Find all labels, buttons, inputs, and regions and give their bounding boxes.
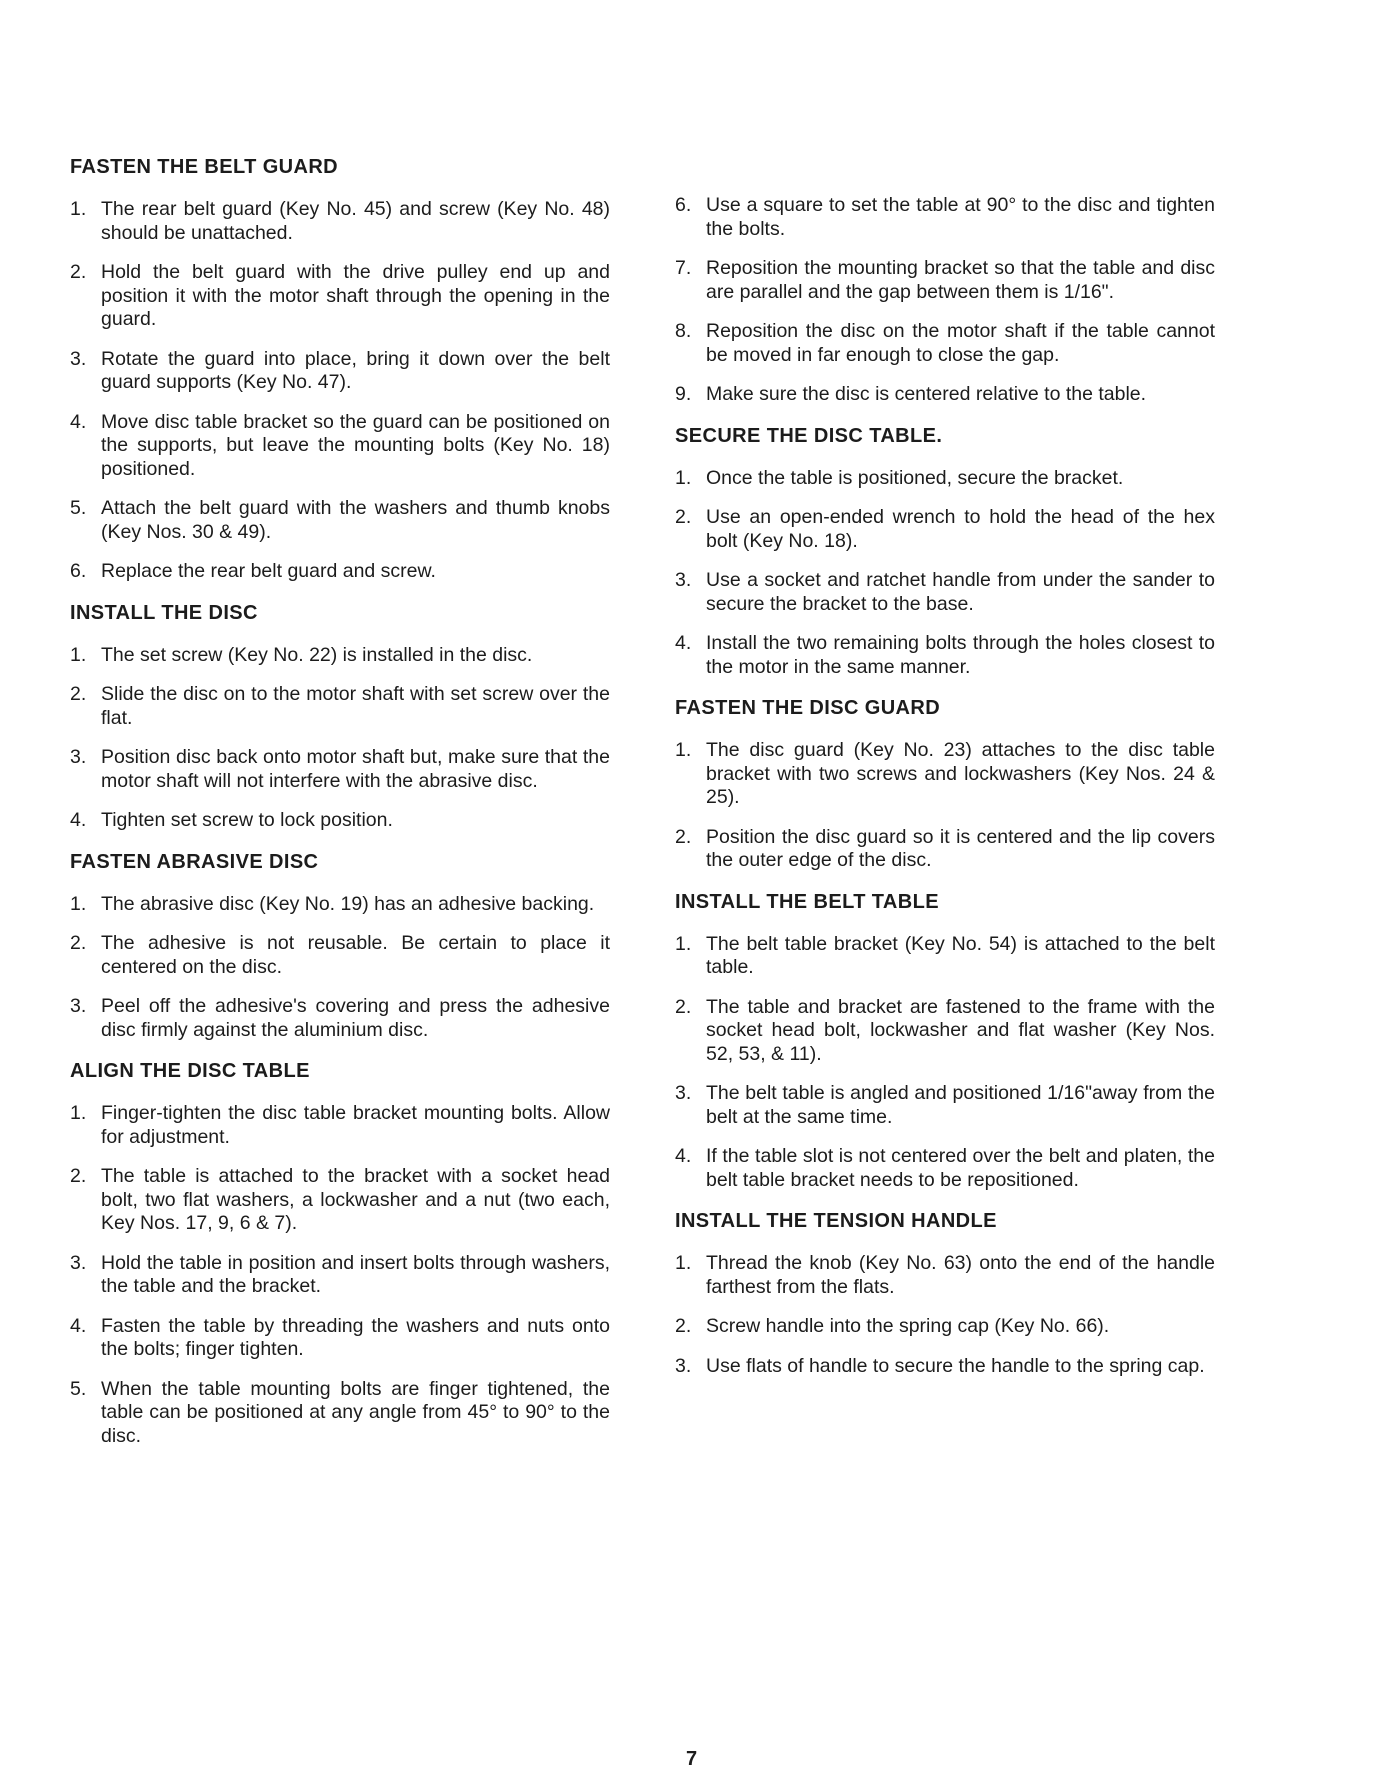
- step-item: [70, 809, 610, 833]
- step-list: [70, 198, 610, 584]
- step-number: 3.: [675, 1082, 692, 1104]
- step-item: [675, 569, 1215, 616]
- step-item: [675, 194, 1215, 241]
- step-number: 3.: [675, 569, 692, 591]
- step-item: [675, 467, 1215, 491]
- section-fasten-abrasive-disc: [70, 849, 610, 1043]
- step-text: Thread the knob (Key No. 63) onto the end of the handle farthest from the flats.: [706, 1252, 1215, 1298]
- step-text: Finger-tighten the disc table bracket mounting bolts. Allow for adjustment.: [101, 1102, 610, 1148]
- step-number: 3.: [70, 1251, 87, 1274]
- section-heading: FASTEN ABRASIVE DISC: [70, 850, 319, 873]
- step-number: 1.: [675, 739, 692, 761]
- step-text: Use a socket and ratchet handle from under the sander to secure the bracket to the base.: [706, 569, 1215, 615]
- step-item: [70, 497, 610, 544]
- step-text: Once the table is positioned, secure the bracket.: [706, 466, 1124, 489]
- step-number: 1.: [675, 466, 692, 489]
- step-text: Use a square to set the table at 90° to the disc and tighten the bolts.: [706, 194, 1215, 240]
- step-item: [70, 995, 610, 1042]
- step-number: 1.: [70, 198, 87, 220]
- step-item: [70, 1315, 610, 1362]
- section-heading: FASTEN THE BELT GUARD: [70, 156, 339, 178]
- step-text: The disc guard (Key No. 23) attaches to the disc table bracket with two screws and lockwashers (Key Nos. 24 & 25).: [706, 739, 1215, 808]
- step-item: [675, 506, 1215, 553]
- section-heading: FASTEN THE DISC GUARD: [675, 697, 941, 719]
- step-number: 5.: [70, 1377, 87, 1400]
- step-number: 2.: [70, 932, 87, 954]
- step-number: 5.: [70, 497, 87, 519]
- step-text: The abrasive disc (Key No. 19) has an adhesive backing.: [101, 892, 595, 915]
- step-item: [675, 1315, 1215, 1339]
- step-number: 2.: [70, 683, 87, 705]
- step-text: Use flats of handle to secure the handle to the spring cap.: [706, 1354, 1205, 1377]
- section-align-disc-table: [70, 1058, 610, 1448]
- step-item: [675, 1145, 1215, 1192]
- step-item: [70, 411, 610, 482]
- section-fasten-disc-guard: [675, 695, 1215, 873]
- step-number: 2.: [70, 261, 87, 283]
- step-number: 4.: [675, 1145, 692, 1167]
- right-column: [675, 194, 1215, 1394]
- step-list: [70, 644, 610, 833]
- step-item: [70, 644, 610, 668]
- step-number: 2.: [675, 995, 692, 1018]
- section-heading: SECURE THE DISC TABLE.: [675, 424, 943, 447]
- step-item: [70, 1378, 610, 1449]
- step-item: [675, 320, 1215, 367]
- step-number: 7.: [675, 257, 692, 279]
- step-item: [675, 383, 1215, 407]
- step-item: [675, 933, 1215, 980]
- step-item: [675, 1355, 1215, 1379]
- step-list: [675, 739, 1215, 873]
- step-number: 1.: [70, 643, 87, 666]
- step-number: 2.: [675, 1315, 692, 1337]
- step-number: 3.: [70, 995, 87, 1017]
- step-text: Position disc back onto motor shaft but, make sure that the motor shaft will not interfere with the abrasive disc.: [101, 746, 610, 792]
- section-heading: INSTALL THE DISC: [70, 601, 258, 624]
- step-text: The rear belt guard (Key No. 45) and screw (Key No. 48) should be unattached.: [101, 198, 610, 244]
- step-number: 4.: [70, 809, 87, 831]
- step-number: 1.: [675, 932, 692, 955]
- step-text: Make sure the disc is centered relative to the table.: [706, 383, 1147, 405]
- step-number: 6.: [70, 560, 87, 582]
- section-fasten-belt-guard: [70, 154, 610, 584]
- step-number: 2.: [70, 1165, 87, 1187]
- step-text: The belt table is angled and positioned 1/16"away from the belt at the same time.: [706, 1082, 1215, 1128]
- section-install-belt-table: [675, 889, 1215, 1193]
- section-install-tension-handle: [675, 1208, 1215, 1378]
- step-text: The set screw (Key No. 22) is installed in the disc.: [101, 643, 533, 666]
- step-item: [675, 632, 1215, 679]
- step-text: The table and bracket are fastened to the frame with the socket head bolt, lockwasher and flat washer (Key Nos. 52, 53, & 11).: [706, 995, 1215, 1065]
- step-item: [675, 257, 1215, 304]
- left-column: [70, 154, 610, 1464]
- step-item: [70, 1252, 610, 1299]
- step-text: Install the two remaining bolts through the holes closest to the motor in the same manner.: [706, 632, 1215, 678]
- section-heading: ALIGN THE DISC TABLE: [70, 1060, 310, 1082]
- step-text: Move disc table bracket so the guard can be positioned on the supports, but leave the mounting bolts (Key No. 18) positioned.: [101, 410, 610, 480]
- step-text: Position the disc guard so it is centered and the lip covers the outer edge of the disc.: [706, 825, 1215, 871]
- step-text: Peel off the adhesive's covering and press the adhesive disc firmly against the aluminium disc.: [101, 995, 610, 1041]
- step-text: Tighten set screw to lock position.: [101, 809, 393, 831]
- step-item: [70, 1165, 610, 1236]
- step-item: [70, 683, 610, 730]
- step-item: [70, 1102, 610, 1149]
- step-number: 3.: [70, 347, 87, 370]
- step-item: [675, 826, 1215, 873]
- step-item: [675, 1082, 1215, 1129]
- step-text: Attach the belt guard with the washers and thumb knobs (Key Nos. 30 & 49).: [101, 497, 610, 543]
- step-item: [70, 261, 610, 332]
- step-text: When the table mounting bolts are finger tightened, the table can be positioned at any angle from 45° to 90° to the disc.: [101, 1377, 610, 1447]
- step-list: [70, 893, 610, 1043]
- step-text: Reposition the disc on the motor shaft if the table cannot be moved in far enough to close the gap.: [706, 320, 1215, 366]
- step-number: 2.: [675, 506, 692, 528]
- step-text: Replace the rear belt guard and screw.: [101, 560, 436, 582]
- step-item: [70, 198, 610, 245]
- step-text: Hold the belt guard with the drive pulley end up and position it with the motor shaft through the opening in the guard.: [101, 261, 610, 330]
- step-list: [675, 933, 1215, 1193]
- step-item: [70, 932, 610, 979]
- step-item: [675, 996, 1215, 1067]
- step-text: Rotate the guard into place, bring it down over the belt guard supports (Key No. 47).: [101, 347, 610, 393]
- step-number: 8.: [675, 320, 692, 342]
- step-text: The table is attached to the bracket with a socket head bolt, two flat washers, a lockwasher and a nut (two each, Key Nos. 17, 9, 6 & 7).: [101, 1165, 610, 1234]
- step-number: 6.: [675, 194, 692, 216]
- step-item: [70, 560, 610, 584]
- step-item: [70, 348, 610, 395]
- step-number: 1.: [675, 1252, 692, 1274]
- step-text: Slide the disc on to the motor shaft with set screw over the flat.: [101, 683, 610, 729]
- step-text: Fasten the table by threading the washers and nuts onto the bolts; finger tighten.: [101, 1314, 610, 1360]
- section-align-disc-table-continued: [675, 194, 1215, 407]
- step-number: 3.: [675, 1354, 692, 1377]
- step-list: [70, 1102, 610, 1448]
- step-number: 3.: [70, 746, 87, 768]
- step-list: [675, 1252, 1215, 1378]
- page-number: 7: [685, 1748, 698, 1770]
- step-text: Screw handle into the spring cap (Key No. 66).: [706, 1315, 1110, 1337]
- step-number: 4.: [675, 632, 692, 654]
- step-text: The adhesive is not reusable. Be certain to place it centered on the disc.: [101, 932, 610, 978]
- step-number: 1.: [70, 892, 87, 915]
- step-list: [675, 467, 1215, 680]
- step-item: [675, 1252, 1215, 1299]
- section-secure-disc-table: [675, 423, 1215, 680]
- step-text: Hold the table in position and insert bolts through washers, the table and the bracket.: [101, 1251, 610, 1297]
- section-heading: INSTALL THE TENSION HANDLE: [675, 1210, 997, 1232]
- step-item: [70, 746, 610, 793]
- section-install-disc: [70, 600, 610, 833]
- step-text: The belt table bracket (Key No. 54) is attached to the belt table.: [706, 932, 1215, 978]
- step-item: [675, 739, 1215, 810]
- section-heading: INSTALL THE BELT TABLE: [675, 890, 939, 913]
- step-text: Use an open-ended wrench to hold the head of the hex bolt (Key No. 18).: [706, 506, 1215, 552]
- step-number: 4.: [70, 1314, 87, 1337]
- step-number: 9.: [675, 383, 692, 405]
- step-number: 4.: [70, 410, 87, 433]
- step-text: If the table slot is not centered over the belt and platen, the belt table bracket needs to be repositioned.: [706, 1145, 1215, 1191]
- step-number: 1.: [70, 1102, 87, 1124]
- step-number: 2.: [675, 825, 692, 848]
- step-text: Reposition the mounting bracket so that the table and disc are parallel and the gap between them is 1/16".: [706, 257, 1215, 303]
- step-list: [675, 194, 1215, 407]
- step-item: [70, 893, 610, 917]
